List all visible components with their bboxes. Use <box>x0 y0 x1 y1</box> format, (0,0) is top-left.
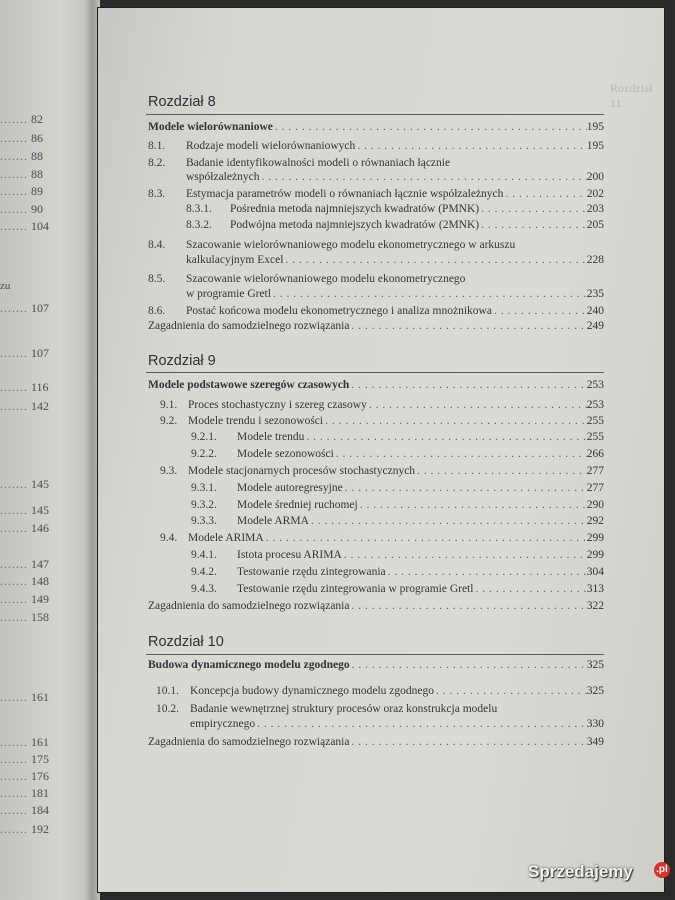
toc-entry: 8.2. Badanie identyfikowalności modeli o równaniach łącznie <box>148 157 451 169</box>
toc-entry: 9.3.2. Modele średniej ruchomej . . . 290 <box>191 498 604 512</box>
toc-entry: 8.3.2. Podwójna metoda najmniejszych kwadratów (2MNK) . . . 205 <box>186 218 604 232</box>
left-page-number: ....... 104 <box>0 219 49 233</box>
left-page-number: ....... 148 <box>0 574 49 588</box>
left-page-number: ....... 86 <box>0 131 43 145</box>
left-page-number: ....... 161 <box>0 690 49 704</box>
header-ghost: Rozdział 11 <box>610 81 653 110</box>
toc-entry: 9.2.1. Modele trendu . . . 255 <box>191 430 604 444</box>
left-page-number: ....... 142 <box>0 399 49 413</box>
toc-entry-continuation: empirycznego . . . 330 <box>190 717 604 731</box>
chapter-rule <box>146 114 604 115</box>
chapter-heading: Rozdział 10 <box>148 634 224 650</box>
chapter-rule <box>146 372 604 373</box>
toc-entry: 9.3.3. Modele ARMA . . . 292 <box>191 514 604 528</box>
toc-entry: Zagadnienia do samodzielnego rozwiązania . . . 249 <box>148 319 604 333</box>
left-page-fragment: zu <box>0 280 11 292</box>
left-page-number: ....... 147 <box>0 557 49 571</box>
chapter-rule <box>146 654 604 655</box>
left-page-number: ....... 88 <box>0 149 43 163</box>
toc-entry: 8.3. Estymacja parametrów modeli o równaniach łącznie współzależnych . . . 202 <box>148 187 604 201</box>
left-page-number: ....... 192 <box>0 822 49 836</box>
left-page-number: ....... 149 <box>0 592 49 606</box>
left-page-number: ....... 107 <box>0 301 49 315</box>
left-page-number: ....... 107 <box>0 346 49 360</box>
left-page-number: ....... 181 <box>0 786 49 800</box>
toc-entry: 10.1. Koncepcja budowy dynamicznego modelu zgodnego . . . 325 <box>156 684 604 698</box>
chapter-title-row: Modele podstawowe szeregów czasowych . . . 253 <box>148 378 604 392</box>
left-page-number: ....... 175 <box>0 752 49 766</box>
left-page-number: ....... 161 <box>0 735 49 749</box>
left-page-number: ....... 82 <box>0 112 43 126</box>
toc-entry: 9.4.2. Testowanie rzędu zintegrowania . . . 304 <box>191 565 604 579</box>
toc-entry: 10.2. Badanie wewnętrznej struktury procesów oraz konstrukcja modelu <box>156 703 498 715</box>
watermark-badge: .pl <box>654 862 670 878</box>
toc-entry: 9.4. Modele ARIMA . . . 299 <box>160 531 604 545</box>
toc-entry: 9.1. Proces stochastyczny i szereg czasowy . . . 253 <box>160 398 604 412</box>
toc-entry: 9.4.1. Istota procesu ARIMA . . . 299 <box>191 548 604 562</box>
toc-entry: 8.1. Rodzaje modeli wielorównaniowych . . . 195 <box>148 139 604 153</box>
toc-entry-continuation: w programie Gretl . . . 235 <box>186 287 604 301</box>
chapter-heading: Rozdział 8 <box>148 94 216 110</box>
toc-entry-continuation: kalkulacyjnym Excel . . . 228 <box>186 253 604 267</box>
toc-entry: 9.2.2. Modele sezonowości . . . 266 <box>191 447 604 461</box>
left-page-number: ....... 116 <box>0 380 49 394</box>
toc-entry: 8.4. Szacowanie wielorównaniowego modelu ekonometrycznego w arkuszu <box>148 239 516 251</box>
toc-entry: 8.3.1. Pośrednia metoda najmniejszych kwadratów (PMNK) . . . 203 <box>186 202 604 216</box>
chapter-title-row: Budowa dynamicznego modelu zgodnego . . . 325 <box>148 658 604 672</box>
chapter-heading: Rozdział 9 <box>148 353 216 369</box>
watermark-logo: Sprzedajemy <box>528 862 633 881</box>
toc-entry: Zagadnienia do samodzielnego rozwiązania . . . 322 <box>148 599 604 613</box>
left-page-number: ....... 176 <box>0 769 49 783</box>
chapter-title-row: Modele wielorównaniowe . . . 195 <box>148 120 604 134</box>
left-page-number: ....... 90 <box>0 202 43 216</box>
left-page-number: ....... 158 <box>0 610 49 624</box>
toc-entry: 8.5. Szacowanie wielorównaniowego modelu ekonometrycznego <box>148 273 466 285</box>
toc-entry: 8.6. Postać końcowa modelu ekonometrycznego i analiza mnożnikowa . . . 240 <box>148 304 604 318</box>
toc-entry: Zagadnienia do samodzielnego rozwiązania . . . 349 <box>148 735 604 749</box>
toc-entry: 9.3. Modele stacjonarnych procesów stochastycznych . . . 277 <box>160 464 604 478</box>
toc-entry: 9.4.3. Testowanie rzędu zintegrowania w programie Gretl . . . 313 <box>191 582 604 596</box>
book-spine-shadow <box>84 0 98 900</box>
left-page-number: ....... 145 <box>0 477 49 491</box>
right-page <box>98 8 664 892</box>
left-page-number: ....... 146 <box>0 521 49 535</box>
left-page-number: ....... 89 <box>0 184 43 198</box>
toc-entry: 9.3.1. Modele autoregresyjne . . . 277 <box>191 481 604 495</box>
left-page-number: ....... 88 <box>0 167 43 181</box>
toc-entry-continuation: współzależnych . . . 200 <box>186 170 604 184</box>
toc-entry: 9.2. Modele trendu i sezonowości . . . 255 <box>160 414 604 428</box>
left-page-number: ....... 145 <box>0 503 49 517</box>
left-page-number: ....... 184 <box>0 803 49 817</box>
